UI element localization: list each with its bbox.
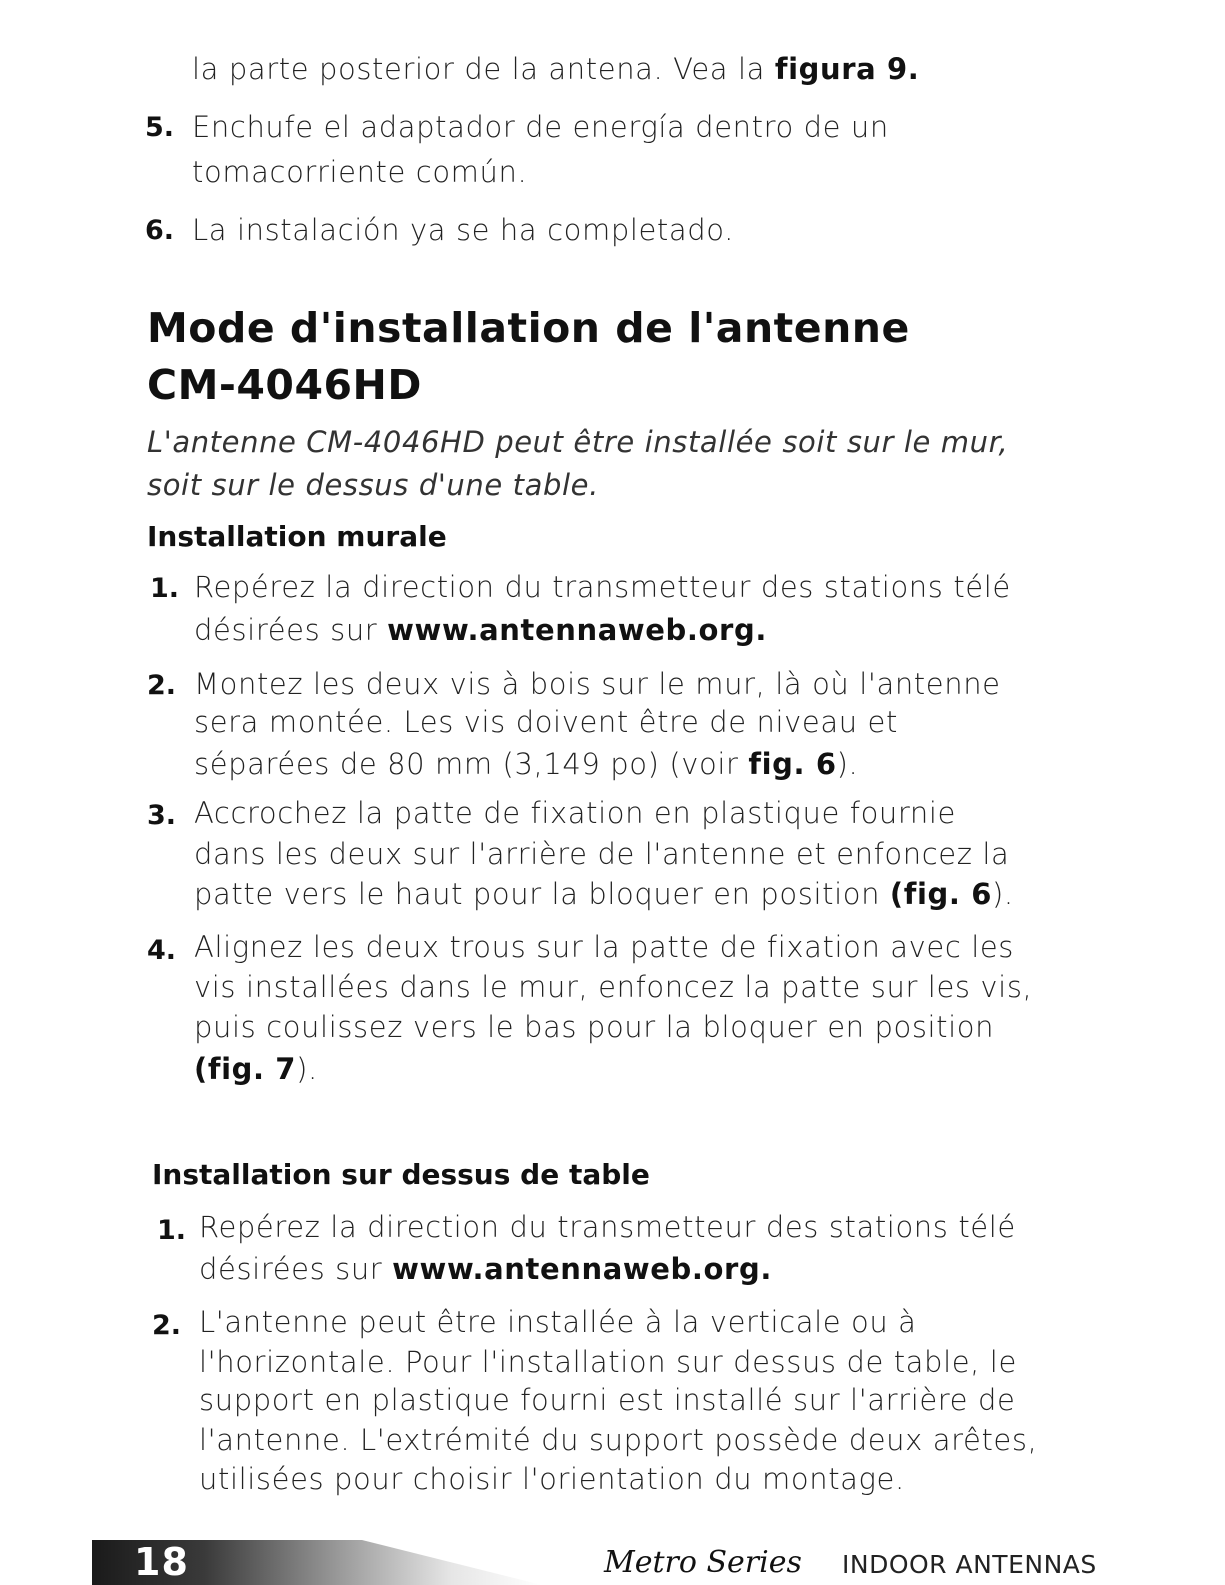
text: séparées de 80 mm (3,149 po) (voir	[194, 747, 749, 781]
text: désirées sur	[194, 613, 388, 647]
text: désirées sur	[199, 1252, 393, 1286]
step-text: Repérez la direction du transmetteur des stations télé	[194, 570, 1011, 604]
step-text: support en plastique fourni est installé sur l'arrière de	[199, 1383, 1016, 1417]
step-number: 2.	[152, 1310, 182, 1341]
website-link[interactable]: www.antennaweb.org.	[392, 1252, 772, 1286]
website-link[interactable]: www.antennaweb.org.	[387, 613, 767, 647]
intro-text: L'antenne CM-4046HD peut être installée soit sur le mur,	[147, 425, 1009, 459]
step-text	[194, 613, 767, 647]
step-text: Enchufe el adaptador de energía dentro de un	[192, 110, 889, 144]
step-text: L'antenne peut être installée à la verticale ou à	[199, 1305, 917, 1339]
figure-ref: (fig. 7	[194, 1052, 297, 1086]
step-number: 1.	[150, 573, 180, 604]
step-text: vis installées dans le mur, enfoncez la patte sur les vis,	[194, 970, 1033, 1004]
footer-title: INDOOR ANTENNAS	[842, 1550, 1097, 1579]
step-text: tomacorriente común.	[192, 155, 528, 189]
text: .	[907, 52, 920, 86]
step-text: puis coulissez vers le bas pour la bloquer en position	[194, 1010, 995, 1044]
page-number: 18	[134, 1540, 189, 1584]
step-text	[199, 1252, 772, 1286]
text: patte vers le haut pour la bloquer en position	[194, 877, 890, 911]
text: ).	[296, 1052, 318, 1086]
step-text: dans les deux sur l'arrière de l'antenne et enfoncez la	[194, 837, 1010, 871]
step-text: l'horizontale. Pour l'installation sur dessus de table, le	[199, 1345, 1017, 1379]
text: la parte posterior de la antena. Vea la	[192, 52, 775, 86]
intro-text: soit sur le dessus d'une table.	[147, 468, 599, 502]
step-number: 2.	[147, 670, 177, 701]
step-text: Repérez la direction du transmetteur des stations télé	[199, 1210, 1016, 1244]
section-heading: Mode d'installation de l'antenne	[147, 304, 910, 352]
subsection-title: Installation sur dessus de table	[152, 1158, 650, 1191]
step-text	[194, 1052, 318, 1086]
step-text: Alignez les deux trous sur la patte de fixation avec les	[194, 930, 1014, 964]
step-number: 3.	[147, 800, 177, 831]
step-text: La instalación ya se ha completado.	[192, 213, 734, 247]
step-text: Montez les deux vis à bois sur le mur, là où l'antenne	[194, 667, 1001, 701]
figure-ref: figura 9	[774, 52, 908, 86]
series-logo: Metro Series	[604, 1545, 802, 1580]
step-text: Accrochez la patte de fixation en plastique fournie	[194, 796, 956, 830]
figure-ref: fig. 6	[748, 747, 837, 781]
text: ).	[836, 747, 859, 781]
step-number: 1.	[157, 1215, 187, 1246]
step-text	[194, 747, 858, 781]
spanish-continuation-line	[192, 52, 919, 86]
step-number: 6.	[145, 215, 175, 246]
step-number: 4.	[147, 935, 177, 966]
text: ).	[991, 877, 1014, 911]
step-text: l'antenne. L'extrémité du support possède deux arêtes,	[199, 1423, 1038, 1457]
section-heading-model: CM-4046HD	[147, 361, 422, 409]
figure-ref: (fig. 6	[889, 877, 992, 911]
step-number: 5.	[145, 112, 175, 143]
step-text	[194, 877, 1014, 911]
step-text: utilisées pour choisir l'orientation du montage.	[199, 1462, 905, 1496]
step-text: sera montée. Les vis doivent être de niveau et	[194, 705, 898, 739]
subsection-title: Installation murale	[147, 520, 447, 553]
